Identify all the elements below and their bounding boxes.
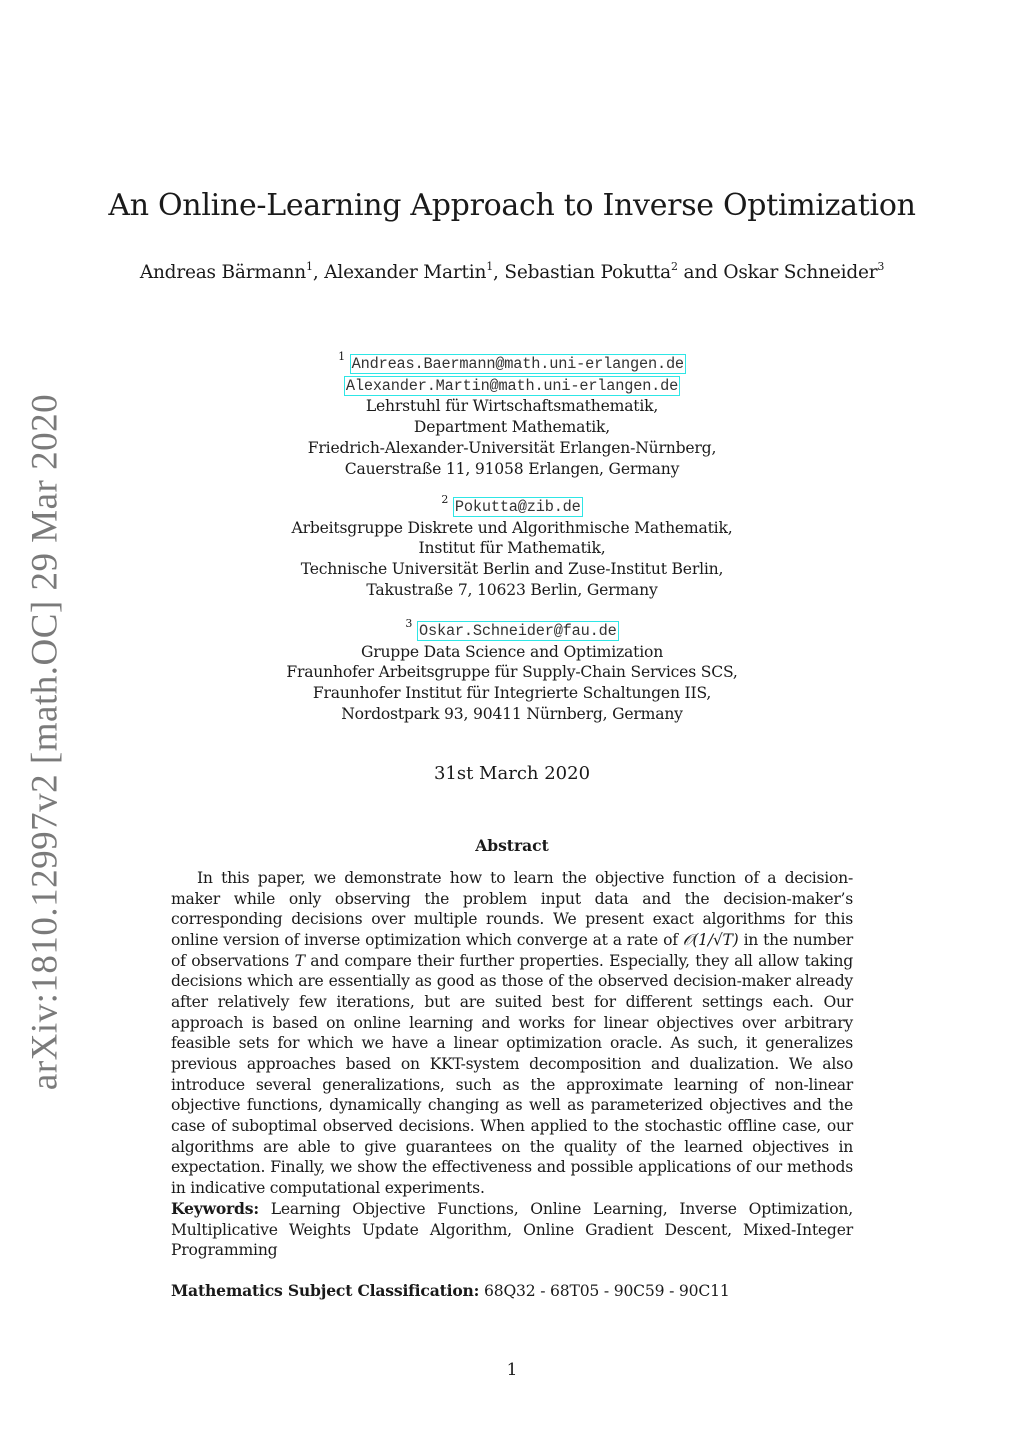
abstract-math-variable: T [294, 951, 305, 970]
keywords-label: Keywords: [171, 1199, 259, 1218]
publication-date: 31st March 2020 [433, 763, 591, 784]
author-name: Andreas Bärmann [139, 262, 306, 283]
affiliation-line: Friedrich-Alexander-Universität Erlangen-Nürnberg, [307, 438, 717, 457]
abstract-text-part: In this paper, we demonstrate how to learn the objective function of a decision-maker while only observing the problem input data and the decision-maker’s corresponding decisions over multiple rounds. We present exact algorithms for this online version of inverse optimization which converge at a rate of [171, 869, 853, 949]
author-affiliation-mark: 2 [671, 260, 678, 273]
abstract-math-rate: 𝒪(1/√T) [682, 930, 739, 949]
abstract-text [171, 868, 853, 1199]
affiliation-block-1 [0, 350, 1024, 479]
page-number: 1 [506, 1360, 518, 1380]
email-link[interactable]: Alexander.Martin@math.uni-erlangen.de [345, 376, 679, 395]
affiliation-line: Department Mathematik, [413, 418, 611, 437]
paper-title: An Online-Learning Approach to Inverse Optimization [108, 188, 916, 223]
affiliation-mark: 2 [441, 493, 449, 506]
author-affiliation-mark: 3 [877, 260, 885, 273]
author-name: Oskar Schneider [723, 262, 878, 283]
author-separator: , [312, 262, 325, 283]
affiliation-line: Takustraße 7, 10623 Berlin, Germany [366, 580, 658, 599]
keywords-paragraph [171, 1199, 853, 1261]
msc-paragraph [171, 1281, 853, 1302]
affiliation-mark: 1 [338, 350, 345, 363]
author-separator: , [493, 262, 505, 283]
msc-label: Mathematics Subject Classification: [171, 1281, 480, 1300]
affiliation-line: Lehrstuhl für Wirtschaftsmathematik, [365, 397, 659, 416]
affiliation-mark: 3 [405, 617, 413, 630]
author-affiliation-mark: 1 [306, 260, 313, 273]
affiliation-line: Technische Universität Berlin and Zuse-Institut Berlin, [300, 560, 724, 579]
author-separator: and [677, 262, 724, 283]
msc-codes: 68Q32 - 68T05 - 90C59 - 90C11 [484, 1282, 730, 1300]
affiliation-line: Nordostpark 93, 90411 Nürnberg, Germany [341, 704, 683, 723]
affiliation-block-3 [0, 617, 1024, 725]
affiliation-line: Arbeitsgruppe Diskrete und Algorithmische Mathematik, [291, 518, 733, 537]
affiliation-line: Institut für Mathematik, [418, 539, 606, 558]
author-name: Alexander Martin [324, 262, 487, 283]
email-link[interactable]: Andreas.Baermann@math.uni-erlangen.de [351, 355, 684, 373]
keywords-text: Learning Objective Functions, Online Learning, Inverse Optimization, Multiplicative Weights Update Algorithm, Online Gradient Descent, Mixed-Integer Programming [171, 1200, 854, 1260]
author-affiliation-mark: 1 [486, 260, 493, 273]
abstract-heading: Abstract [475, 836, 549, 855]
affiliation-line: Gruppe Data Science and Optimization [360, 642, 664, 661]
author-name: Sebastian Pokutta [504, 262, 671, 283]
email-link[interactable]: Oskar.Schneider@fau.de [419, 622, 617, 640]
arxiv-identifier-stamp: arXiv:1810.12997v2 [math.OC] 29 Mar 2020 [24, 393, 66, 1091]
affiliation-block-2 [0, 493, 1024, 601]
affiliation-line: Fraunhofer Institut für Integrierte Schaltungen IIS, [312, 684, 712, 703]
abstract-text-part: in the number of observations [171, 930, 853, 970]
affiliation-line: Cauerstraße 11, 91058 Erlangen, Germany [344, 459, 680, 478]
author-list [0, 262, 1024, 283]
affiliation-line: Fraunhofer Arbeitsgruppe für Supply-Chain Services SCS, [286, 663, 738, 682]
email-link[interactable]: Pokutta@zib.de [454, 498, 581, 516]
abstract-text-part: and compare their further properties. Especially, they all allow taking decisions which are essentially as good as those of the observed decision-maker already after relatively few iterations, but are suited best for different settings each. Our approach is based on online learning and works for linear objectives over arbitrary feasible sets for which we have a linear optimization oracle. As such, it generalizes previous approaches based on KKT-system decomposition and dualization. We also introduce several generalizations, such as the approximate learning of non-linear objective functions, dynamically changing as well as parameterized objectives and the case of suboptimal observed decisions. When applied to the stochastic offline case, our algorithms are able to give guarantees on the quality of the learned objectives in expectation. Finally, we show the effectiveness and possible applications of our methods in indicative computational experiments. [171, 951, 853, 1197]
